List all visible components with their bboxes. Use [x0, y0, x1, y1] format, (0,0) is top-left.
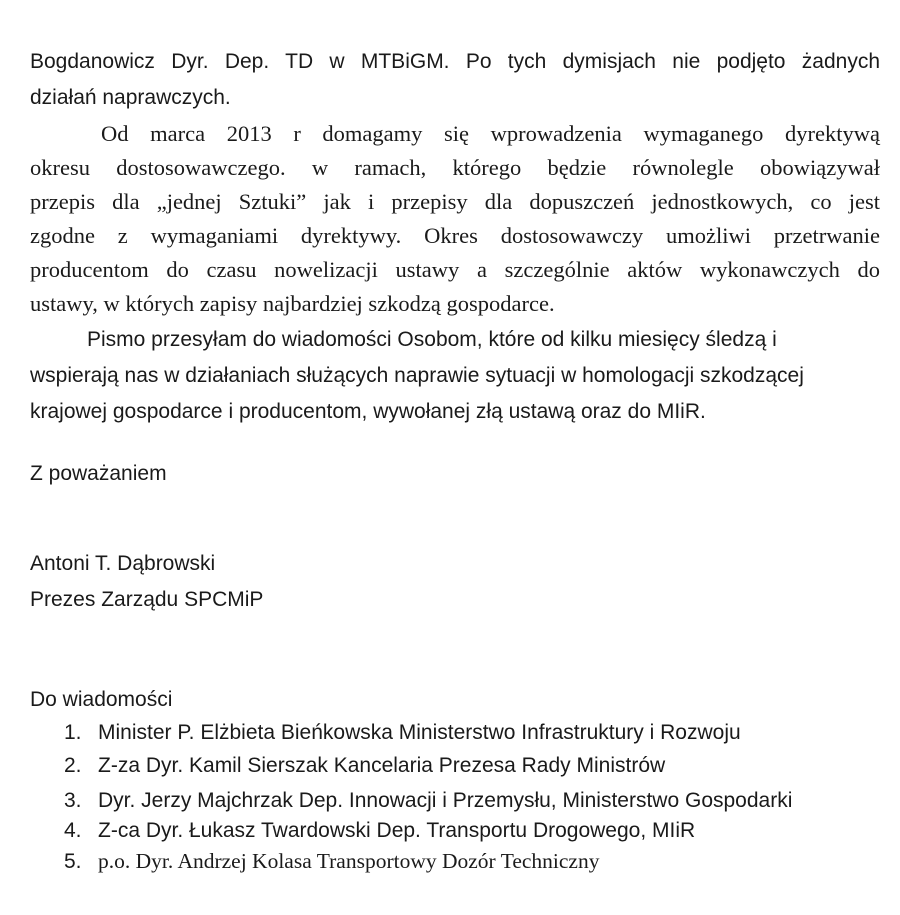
cc-item-text: Z-ca Dyr. Łukasz Twardowski Dep. Transportu Drogowego, MIiR: [98, 819, 696, 842]
letter-paragraph-line-3: krajowej gospodarce i producentom, wywołanej złą ustawą oraz do MIiR.: [30, 400, 706, 423]
cc-item-number: 1.: [64, 721, 82, 744]
cc-item-number: 4.: [64, 819, 82, 842]
cc-item-number: 3.: [64, 789, 82, 812]
cc-list-item: [64, 721, 741, 745]
serif-paragraph-line-2: okresu dostosowawczego. w ramach, którego będzie równolegle obowiązywał: [30, 155, 880, 180]
signature-title: Prezes Zarządu SPCMiP: [30, 588, 264, 611]
cc-item-number: 5.: [64, 850, 82, 873]
signature-name: Antoni T. Dąbrowski: [30, 552, 216, 575]
cc-item-text: Dyr. Jerzy Majchrzak Dep. Innowacji i Przemysłu, Ministerstwo Gospodarki: [98, 789, 793, 812]
letter-paragraph-line-2: wspierają nas w działaniach służących naprawie sytuacji w homologacji szkodzącej: [30, 364, 804, 387]
cc-list-item: [64, 754, 665, 778]
serif-paragraph-line-1: Od marca 2013 r domagamy się wprowadzenia wymaganego dyrektywą: [101, 121, 880, 146]
serif-paragraph-line-4: zgodne z wymaganiami dyrektywy. Okres dostosowawczy umożliwi przetrwanie: [30, 223, 880, 248]
closing-text: Z poważaniem: [30, 462, 167, 485]
serif-paragraph-line-3: przepis dla „jednej Sztuki” jak i przepisy dla dopuszczeń jednostkowych, co jest: [30, 189, 880, 214]
serif-paragraph-line-6: ustawy, w których zapisy najbardziej szkodzą gospodarce.: [30, 291, 555, 316]
cc-item-number: 2.: [64, 754, 82, 777]
cc-heading: Do wiadomości: [30, 688, 173, 711]
cc-item-text: p.o. Dyr. Andrzej Kolasa Transportowy Dozór Techniczny: [98, 849, 600, 873]
cc-list-item: [64, 789, 792, 813]
serif-paragraph-line-5: producentom do czasu nowelizacji ustawy a szczególnie aktów wykonawczych do: [30, 257, 880, 282]
letter-paragraph-line-1: Pismo przesyłam do wiadomości Osobom, które od kilku miesięcy śledzą i: [87, 328, 777, 351]
cc-item-text: Z-za Dyr. Kamil Sierszak Kancelaria Prezesa Rady Ministrów: [98, 754, 666, 777]
cc-item-text: Minister P. Elżbieta Bieńkowska Ministerstwo Infrastruktury i Rozwoju: [98, 721, 741, 744]
paragraph-top-line-2: działań naprawczych.: [30, 86, 231, 109]
paragraph-top-line-1: Bogdanowicz Dyr. Dep. TD w MTBiGM. Po tych dymisjach nie podjęto żadnych: [30, 50, 880, 73]
cc-list-item: [64, 849, 599, 874]
cc-list-item: [64, 819, 695, 843]
